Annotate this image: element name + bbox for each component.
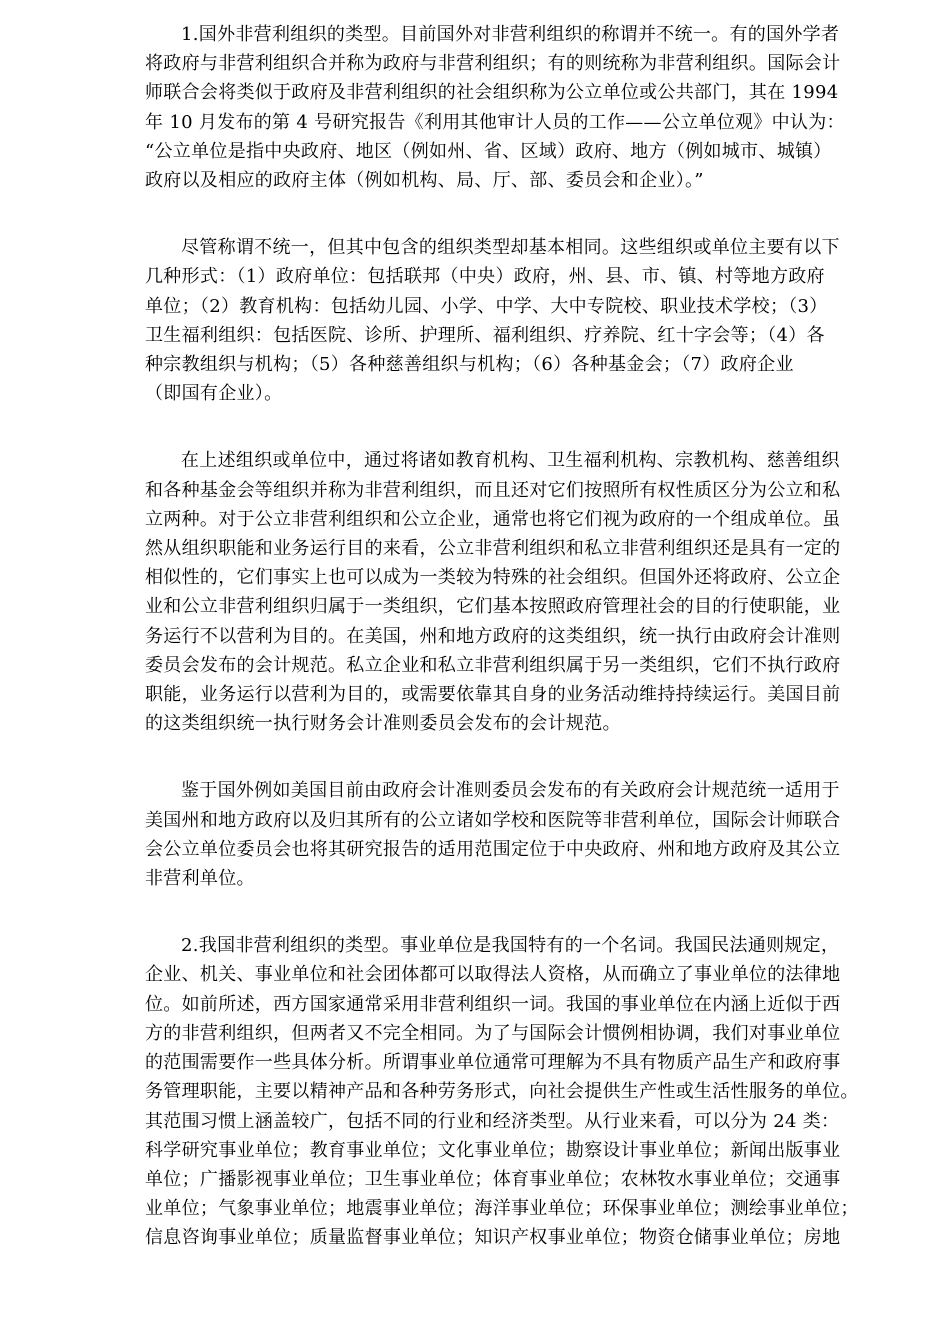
text-line: “公立单位是指中央政府、地区（例如州、省、区域）政府、地方（例如城市、城镇） <box>145 140 832 162</box>
text-line: 立两种。对于公立非营利组织和公立企业，通常也将它们视为政府的一个组成单位。虽 <box>145 508 841 530</box>
text-line: 的范围需要作一些具体分析。所谓事业单位通常可理解为不具有物质产品生产和政府事 <box>145 1052 841 1074</box>
text-line: 将政府与非营利组织合并称为政府与非营利组织；有的则统称为非营利组织。国际会计 <box>145 53 841 75</box>
text-line: 科学研究事业单位；教育事业单位；文化事业单位；勘察设计事业单位；新闻出版事业 <box>145 1139 841 1161</box>
text-line: 非营利单位。 <box>145 868 255 890</box>
text-line: 美国州和地方政府以及归其所有的公立诸如学校和医院等非营利单位，国际会计师联合 <box>145 809 841 831</box>
text-line: 务运行不以营利为目的。在美国，州和地方政府的这类组织，统一执行由政府会计准则 <box>145 625 841 647</box>
text-line: 业单位；气象事业单位；地震事业单位；海洋事业单位；环保事业单位；测绘事业单位； <box>145 1198 859 1220</box>
text-line: 其范围习惯上涵盖较广，包括不同的行业和经济类型。从行业来看，可以分为 24 类： <box>145 1110 840 1132</box>
text-line: 相似性的，它们事实上也可以成为一类较为特殊的社会组织。但国外还将政府、公立企 <box>145 567 841 589</box>
text-line: 然从组织职能和业务运行目的来看，公立非营利组织和私立非营利组织还是具有一定的 <box>145 538 841 560</box>
text-line: 尽管称谓不统一，但其中包含的组织类型却基本相同。这些组织或单位主要有以下 <box>181 237 840 259</box>
paragraph <box>145 233 880 408</box>
text-line: 1.国外非营利组织的类型。目前国外对非营利组织的称谓并不统一。有的国外学者 <box>181 24 840 45</box>
text-line: 2.我国非营利组织的类型。事业单位是我国特有的一个名词。我国民法通则规定， <box>181 935 840 957</box>
text-line: 鉴于国外例如美国目前由政府会计准则委员会发布的有关政府会计规范统一适用于 <box>181 780 840 802</box>
text-line: 政府以及相应的政府主体（例如机构、局、厅、部、委员会和企业）。” <box>145 170 704 192</box>
text-line: 委员会发布的会计规范。私立企业和私立非营利组织属于另一类组织，它们不执行政府 <box>145 654 841 676</box>
text-line: 单位；（2）教育机构：包括幼儿园、小学、中学、大中专院校、职业技术学校；（3） <box>145 295 828 317</box>
text-line: 职能，业务运行以营利为目的，或需要依靠其自身的业务活动维持持续运行。美国目前 <box>145 684 841 706</box>
text-line: 企业、机关、事业单位和社会团体都可以取得法人资格，从而确立了事业单位的法律地 <box>145 964 841 986</box>
paragraph <box>145 931 880 1252</box>
text-line: 位。如前所述，西方国家通常采用非营利组织一词。我国的事业单位在内涵上近似于西 <box>145 993 841 1015</box>
text-line: 信息咨询事业单位；质量监督事业单位；知识产权事业单位；物资仓储事业单位；房地 <box>145 1227 841 1249</box>
paragraph <box>145 776 880 893</box>
document-body <box>145 20 880 1291</box>
text-line: 几种形式：（1）政府单位：包括联邦（中央）政府，州、县、市、镇、村等地方政府 <box>145 266 825 288</box>
text-line: 业和公立非营利组织归属于一类组织，它们基本按照政府管理社会的目的行使职能，业 <box>145 596 841 618</box>
text-line: 在上述组织或单位中，通过将诸如教育机构、卫生福利机构、宗教机构、慈善组织 <box>181 450 840 472</box>
text-line: 单位；广播影视事业单位；卫生事业单位；体育事业单位；农林牧水事业单位；交通事 <box>145 1168 841 1190</box>
text-line: （即国有企业）。 <box>145 383 283 405</box>
text-line: 种宗教组织与机构；（5）各种慈善组织与机构；（6）各种基金会；（7）政府企业 <box>145 354 794 376</box>
text-line: 会公立单位委员会也将其研究报告的适用范围定位于中央政府、州和地方政府及其公立 <box>145 838 841 860</box>
text-line: 卫生福利组织：包括医院、诊所、护理所、福利组织、疗养院、红十字会等；（4）各 <box>145 324 825 346</box>
text-line: 务管理职能，主要以精神产品和各种劳务形式，向社会提供生产性或生活性服务的单位。 <box>145 1081 859 1103</box>
text-line: 年 10 月发布的第 4 号研究报告《利用其他审计人员的工作——公立单位观》中认为： <box>145 111 845 133</box>
text-line: 和各种基金会等组织并称为非营利组织，而且还对它们按照所有权性质区分为公立和私 <box>145 479 841 501</box>
text-line: 师联合会将类似于政府及非营利组织的社会组织称为公立单位或公共部门，其在 1994 <box>145 82 839 104</box>
paragraph <box>145 446 880 738</box>
text-line: 的这类组织统一执行财务会计准则委员会发布的会计规范。 <box>145 713 621 735</box>
text-line: 方的非营利组织，但两者又不完全相同。为了与国际会计惯例相协调，我们对事业单位 <box>145 1022 841 1044</box>
paragraph <box>145 20 880 195</box>
